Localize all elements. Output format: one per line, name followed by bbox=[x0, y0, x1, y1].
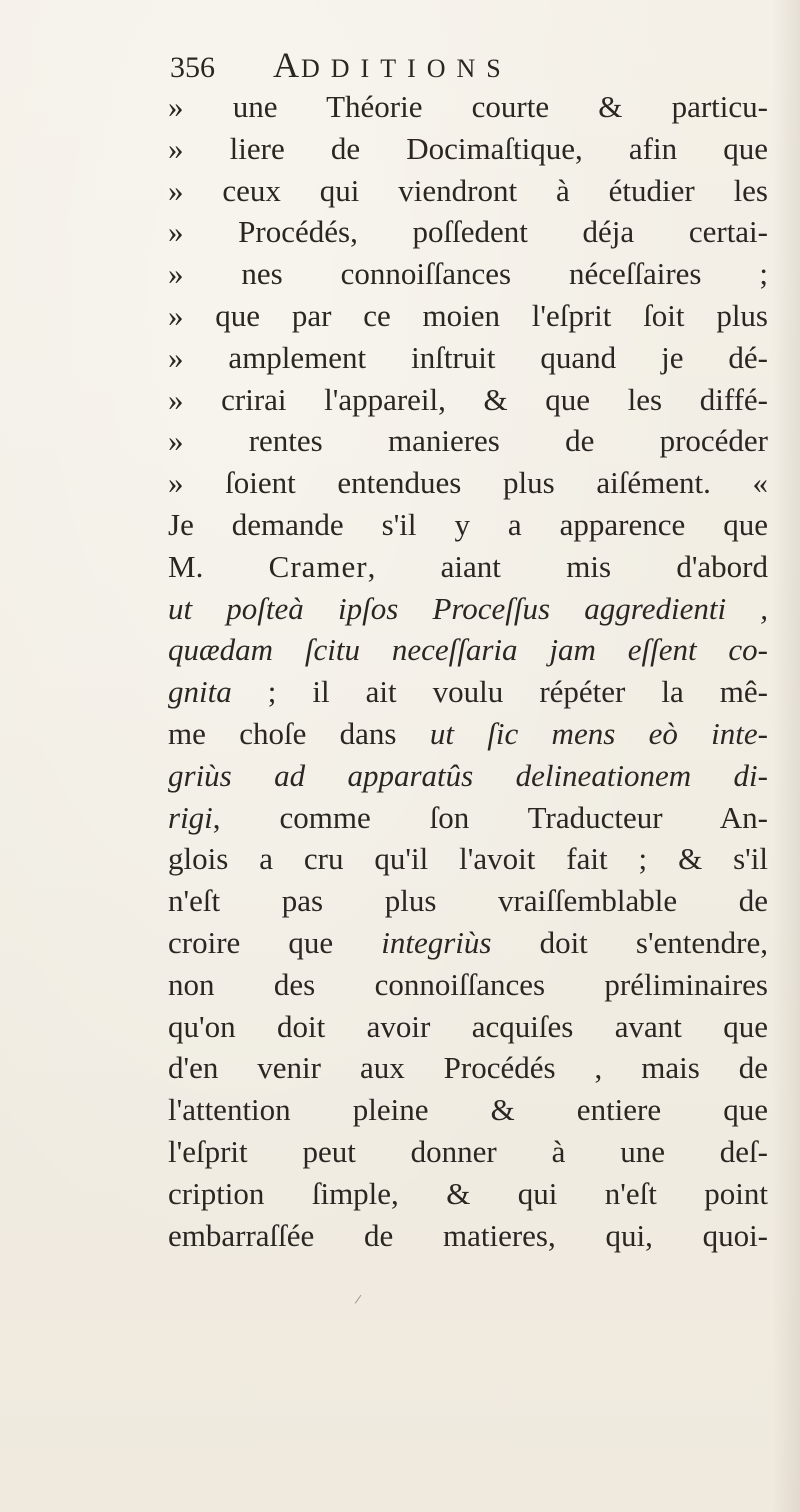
text-segment: croire que bbox=[168, 924, 382, 960]
text-line bbox=[168, 880, 768, 922]
text-segment: Cramer bbox=[268, 548, 368, 584]
text-segment: embarraſſée de matieres, qui, quoi- bbox=[168, 1217, 768, 1253]
text-line bbox=[168, 462, 768, 504]
text-segment: » que par ce moien l'eſprit ſoit plus bbox=[168, 297, 768, 333]
ink-speck bbox=[355, 1295, 366, 1307]
text-line bbox=[168, 128, 768, 170]
text-segment: n'eſt pas plus vraiſſemblable de bbox=[168, 883, 768, 919]
text-line bbox=[168, 922, 768, 964]
text-segment: Je demande s'il y a apparence que bbox=[168, 506, 768, 542]
running-title-rest: DDITIONS bbox=[301, 54, 512, 83]
text-line bbox=[168, 588, 768, 630]
text-line bbox=[168, 1173, 768, 1215]
text-segment: ; il ait voulu répéter la mê- bbox=[231, 674, 768, 710]
text-segment: » rentes manieres de procéder bbox=[168, 423, 768, 459]
italic-text-segment: integriùs bbox=[381, 924, 492, 960]
text-segment: M. bbox=[168, 548, 269, 584]
text-segment: l'attention pleine & entiere que bbox=[168, 1092, 768, 1128]
text-line bbox=[168, 379, 768, 421]
text-segment: me choſe dans bbox=[168, 715, 430, 751]
italic-text-segment: quædam ſcitu neceſſaria jam eſſent co- bbox=[168, 632, 768, 668]
italic-text-segment: gnita bbox=[168, 674, 232, 710]
text-line bbox=[168, 1215, 768, 1257]
text-segment: d'en venir aux Procédés , mais de bbox=[168, 1050, 768, 1086]
text-segment: non des connoiſſances préliminaires bbox=[168, 966, 768, 1002]
text-line bbox=[168, 86, 768, 128]
text-segment: » nes connoiſſances néceſſaires ; bbox=[168, 256, 768, 292]
text-line bbox=[168, 1089, 768, 1131]
text-segment: l'eſprit peut donner à une deſ- bbox=[168, 1133, 768, 1169]
running-title-initial: A bbox=[273, 45, 301, 85]
text-line bbox=[168, 295, 768, 337]
text-segment: » liere de Docimaſtique, afin que bbox=[168, 130, 768, 166]
text-line bbox=[168, 504, 768, 546]
text-line bbox=[168, 713, 768, 755]
text-line bbox=[168, 546, 768, 588]
text-line bbox=[168, 629, 768, 671]
text-line bbox=[168, 671, 768, 713]
text-line bbox=[168, 797, 768, 839]
page-edge-shadow bbox=[772, 0, 800, 1512]
text-line bbox=[168, 211, 768, 253]
text-segment: doit s'entendre, bbox=[491, 924, 768, 960]
italic-text-segment: griùs ad apparatûs delineationem di- bbox=[168, 757, 768, 793]
text-segment: » Procédés, poſſedent déja certai- bbox=[168, 214, 768, 250]
text-line bbox=[168, 1006, 768, 1048]
text-line bbox=[168, 1047, 768, 1089]
text-segment: » amplement inſtruit quand je dé- bbox=[168, 339, 768, 375]
text-line bbox=[168, 170, 768, 212]
text-segment: , comme ſon Traducteur An- bbox=[212, 799, 768, 835]
running-title bbox=[273, 44, 512, 86]
text-line bbox=[168, 337, 768, 379]
text-segment: » crirai l'appareil, & que les diffé- bbox=[168, 381, 768, 417]
text-line bbox=[168, 253, 768, 295]
italic-text-segment: ut ſic mens eò inte- bbox=[429, 715, 768, 751]
text-segment: » ſoient entendues plus aiſément. « bbox=[168, 465, 768, 501]
body-text bbox=[168, 86, 768, 1256]
text-segment: cription ſimple, & qui n'eſt point bbox=[168, 1175, 768, 1211]
text-line bbox=[168, 1131, 768, 1173]
text-segment: qu'on doit avoir acquiſes avant que bbox=[168, 1008, 768, 1044]
text-segment: , aiant mis d'abord bbox=[367, 548, 768, 584]
text-segment: » une Théorie courte & particu- bbox=[168, 89, 768, 124]
text-line bbox=[168, 420, 768, 462]
text-line bbox=[168, 755, 768, 797]
italic-text-segment: rigi bbox=[168, 799, 213, 835]
text-segment: » ceux qui viendront à étudier les bbox=[168, 172, 768, 208]
page-number: 356 bbox=[170, 51, 215, 84]
text-line bbox=[168, 838, 768, 880]
italic-text-segment: ut poſteà ipſos Proceſſus aggredienti , bbox=[168, 590, 768, 626]
text-line bbox=[168, 964, 768, 1006]
text-segment: glois a cru qu'il l'avoit fait ; & s'il bbox=[168, 841, 768, 877]
